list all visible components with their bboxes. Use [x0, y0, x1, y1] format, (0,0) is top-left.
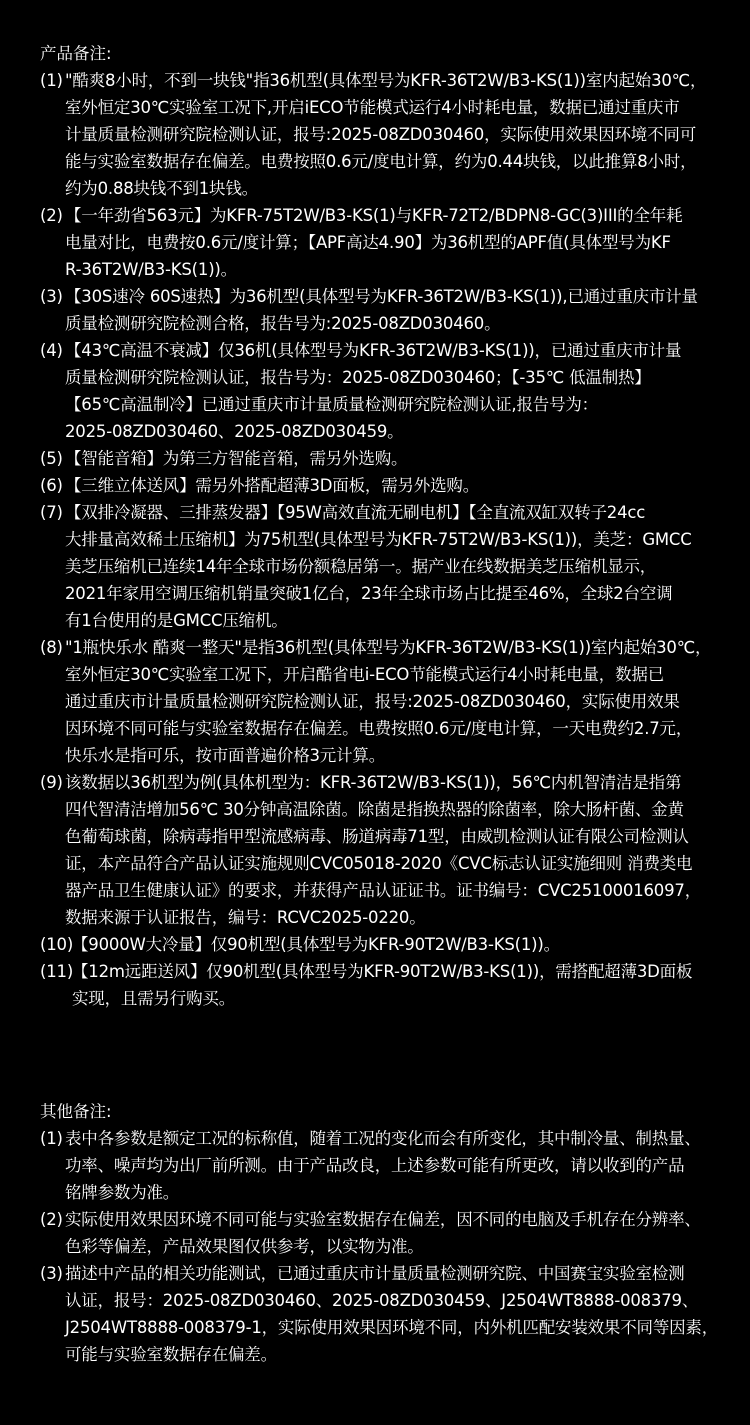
product-note-9 [40, 769, 720, 931]
note-line: 该数据以36机型为例(具体机型为：KFR-36T2W/B3-KS(1))，56℃内机智清洁是指第 [65, 773, 682, 792]
note-line: 四代智清洁增加56℃ 30分钟高温除菌。除菌是指换热器的除菌率，除大肠杆菌、金黄 [65, 800, 684, 819]
note-line: 能与实验室数据存在偏差。电费按照0.6元/度电计算，约为0.44块钱，以此推算8小时， [65, 152, 697, 171]
other-note-1 [40, 1125, 720, 1206]
note-line: 证，本产品符合产品认证实施规则CVC05018-2020《CVC标志认证实施细则 消费类电 [65, 854, 693, 873]
note-line: 色彩等偏差，产品效果图仅供参考，以实物为准。 [65, 1237, 424, 1256]
product-note-10 [40, 931, 720, 958]
note-line: 约为0.88块钱不到1块钱。 [65, 179, 258, 198]
product-note-4 [40, 337, 720, 445]
note-number: (3) [40, 1264, 63, 1283]
product-notes-heading: 产品备注: [40, 44, 112, 63]
note-line: 色葡萄球菌，除病毒指甲型流感病毒、肠道病毒71型，由威凯检测认证有限公司检测认 [65, 827, 689, 846]
note-line: 质量检测研究院检测认证，报告号为：2025-08ZD030460；【-35℃ 低温制热】 [65, 368, 651, 387]
product-note-3 [40, 283, 720, 337]
note-line: 快乐水是指可乐，按市面普遍价格3元计算。 [65, 746, 385, 765]
product-notes-section [40, 40, 720, 1012]
note-line: 铭牌参数为准。 [65, 1183, 180, 1202]
note-line: 美芝压缩机已连续14年全球市场份额稳居第一。据产业在线数据美芝压缩机显示， [65, 557, 657, 576]
note-number: (11) [40, 962, 74, 981]
note-line: 室外恒定30℃实验室工况下，开启酷省电i-ECO节能模式运行4小时耗电量，数据已 [65, 665, 664, 684]
note-number: (6) [40, 476, 63, 495]
note-number: (8) [40, 638, 63, 657]
product-note-7 [40, 499, 720, 634]
note-line: 室外恒定30℃实验室工况下,开启iECO节能模式运行4小时耗电量，数据已通过重庆市 [65, 98, 680, 117]
note-line: 器产品卫生健康认证》的要求，并获得产品认证证书。证书编号：CVC25100016097， [65, 881, 702, 900]
note-line: 2021年家用空调压缩机销量突破1亿台，23年全球市场占比提至46%，全球2台空调 [65, 584, 673, 603]
product-note-1 [40, 67, 720, 202]
other-notes-heading: 其他备注: [40, 1102, 112, 1121]
note-line: "1瓶快乐水 酷爽一整天"是指36机型(具体型号为KFR-36T2W/B3-KS(1))室内起始30℃， [65, 638, 712, 657]
note-line: J2504WT8888-008379-1，实际使用效果因环境不同，内外机匹配安装效果不同等因素， [65, 1318, 719, 1337]
product-note-11 [40, 958, 720, 1012]
note-line: 质量检测研究院检测合格，报告号为:2025-08ZD030460。 [65, 314, 501, 333]
note-line: R-36T2W/B3-KS(1))。 [65, 260, 237, 279]
note-line: 【43℃高温不衰减】仅36机(具体型号为KFR-36T2W/B3-KS(1))，已通过重庆市计量 [65, 341, 682, 360]
note-line: 有1台使用的是GMCC压缩机。 [65, 611, 288, 630]
note-line: 因环境不同可能与实验室数据存在偏差。电费按照0.6元/度电计算，一天电费约2.7元， [65, 719, 693, 738]
other-notes-section [40, 1098, 720, 1368]
product-note-6 [40, 472, 720, 499]
note-line: 实现，且需另行购买。 [72, 989, 236, 1008]
note-line: 可能与实验室数据存在偏差。 [65, 1345, 277, 1364]
note-number: (5) [40, 449, 63, 468]
product-note-8 [40, 634, 720, 769]
note-line: 表中各参数是额定工况的标称值，随着工况的变化而会有所变化，其中制冷量、制热量、 [65, 1129, 701, 1148]
note-line: 【30S速冷 60S速热】为36机型(具体型号为KFR-36T2W/B3-KS(1)),已通过重庆市计量 [65, 287, 698, 306]
note-number: (7) [40, 503, 63, 522]
note-line: 【三维立体送风】需另外搭配超薄3D面板，需另外选购。 [65, 476, 480, 495]
note-number: (2) [40, 1210, 63, 1229]
note-number: (3) [40, 287, 63, 306]
note-line: 【12m远距送风】仅90机型(具体型号为KFR-90T2W/B3-KS(1))，需搭配超薄3D面板 [72, 962, 693, 981]
note-line: 【一年劲省563元】为KFR-75T2W/B3-KS(1)与KFR-72T2/BDPN8-GC(3)III的全年耗 [65, 206, 683, 225]
product-note-5 [40, 445, 720, 472]
note-line: 功率、噪声均为出厂前所测。由于产品改良，上述参数可能有所更改，请以收到的产品 [65, 1156, 685, 1175]
note-number: (1) [40, 71, 63, 90]
note-line: 电量对比，电费按0.6元/度计算；【APF高达4.90】为36机型的APF值(具体型号为KF [65, 233, 671, 252]
note-line: 数据来源于认证报告，编号：RCVC2025-0220。 [65, 908, 426, 927]
note-number: (10) [40, 935, 74, 954]
note-line: "酷爽8小时，不到一块钱"指36机型(具体型号为KFR-36T2W/B3-KS(1))室内起始30℃， [65, 71, 707, 90]
other-note-3 [40, 1260, 720, 1368]
note-line: 计量质量检测研究院检测认证，报号:2025-08ZD030460，实际使用效果因环境不同可 [65, 125, 696, 144]
note-line: 【9000W大冷量】仅90机型(具体型号为KFR-90T2W/B3-KS(1))。 [72, 935, 560, 954]
note-line: 2025-08ZD030460、2025-08ZD030459。 [65, 422, 404, 441]
note-number: (2) [40, 206, 63, 225]
note-number: (1) [40, 1129, 63, 1148]
note-line: 认证，报号：2025-08ZD030460、2025-08ZD030459、J2504WT8888-008379、 [65, 1291, 699, 1310]
note-number: (9) [40, 773, 63, 792]
note-line: 通过重庆市计量质量检测研究院检测认证，报号:2025-08ZD030460，实际使用效果 [65, 692, 680, 711]
note-line: 大排量高效稀土压缩机】为75机型(具体型号为KFR-75T2W/B3-KS(1))，美芝：GMCC [65, 530, 692, 549]
note-line: 描述中产品的相关功能测试，已通过重庆市计量质量检测研究院、中国赛宝实验室检测 [65, 1264, 685, 1283]
note-line: 实际使用效果因环境不同可能与实验室数据存在偏差，因不同的电脑及手机存在分辨率、 [65, 1210, 701, 1229]
other-note-2 [40, 1206, 720, 1260]
note-line: 【65℃高温制冷】已通过重庆市计量质量检测研究院检测认证,报告号为： [65, 395, 598, 414]
note-line: 【智能音箱】为第三方智能音箱，需另外选购。 [65, 449, 408, 468]
product-note-2 [40, 202, 720, 283]
note-line: 【双排冷凝器、三排蒸发器】【95W高效直流无刷电机】【全直流双缸双转子24cc [65, 503, 646, 522]
note-number: (4) [40, 341, 63, 360]
